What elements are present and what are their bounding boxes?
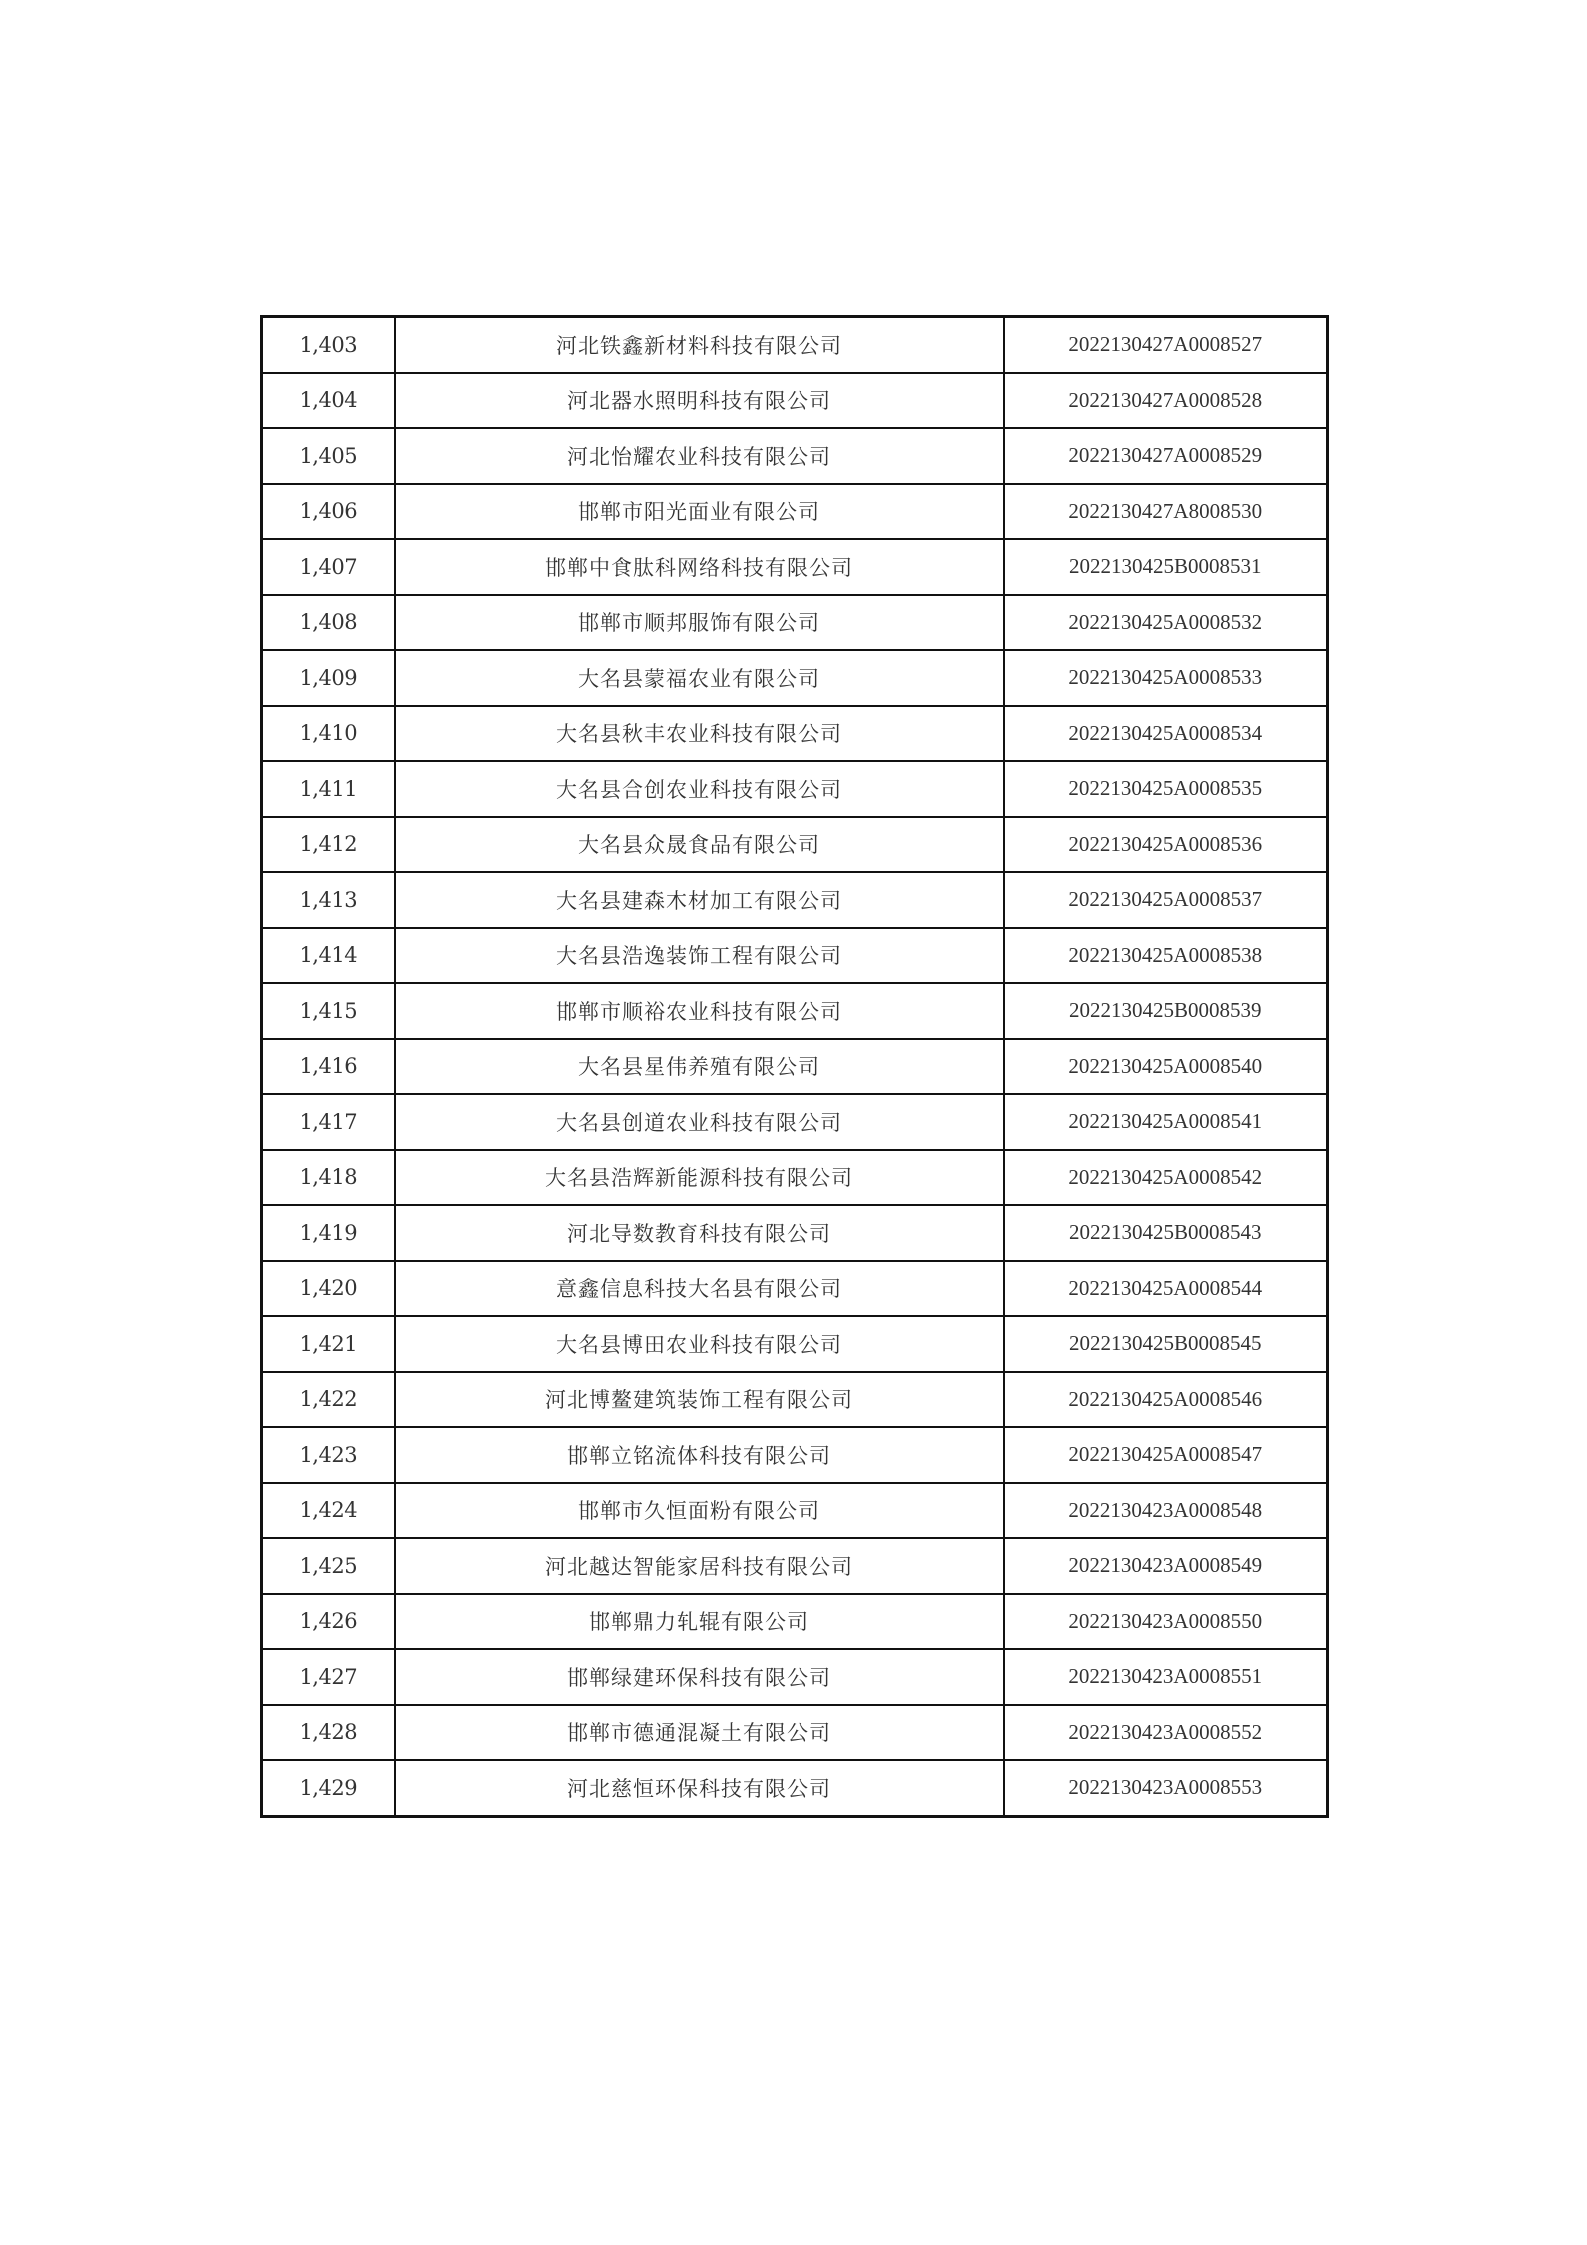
registration-code: 2022130425A0008536 [1004, 817, 1328, 873]
company-name: 大名县浩辉新能源科技有限公司 [395, 1150, 1004, 1206]
table-row [262, 1705, 1328, 1761]
company-name: 大名县建森木材加工有限公司 [395, 872, 1004, 928]
table-row [262, 1094, 1328, 1150]
registration-code: 2022130425B0008539 [1004, 983, 1328, 1039]
row-index: 1,423 [262, 1427, 395, 1483]
company-name: 河北器水照明科技有限公司 [395, 373, 1004, 429]
company-name: 河北越达智能家居科技有限公司 [395, 1538, 1004, 1594]
table-row [262, 650, 1328, 706]
row-index: 1,417 [262, 1094, 395, 1150]
company-name: 河北铁鑫新材料科技有限公司 [395, 317, 1004, 373]
registration-code: 2022130425B0008531 [1004, 539, 1328, 595]
table-row [262, 1538, 1328, 1594]
registration-code: 2022130425A0008535 [1004, 761, 1328, 817]
company-name: 大名县创道农业科技有限公司 [395, 1094, 1004, 1150]
row-index: 1,414 [262, 928, 395, 984]
registration-code: 2022130423A0008550 [1004, 1594, 1328, 1650]
row-index: 1,429 [262, 1760, 395, 1816]
table-row [262, 1427, 1328, 1483]
company-name: 邯郸中食肽科网络科技有限公司 [395, 539, 1004, 595]
company-name: 邯郸市顺邦服饰有限公司 [395, 595, 1004, 651]
row-index: 1,409 [262, 650, 395, 706]
row-index: 1,427 [262, 1649, 395, 1705]
row-index: 1,411 [262, 761, 395, 817]
table-row [262, 1594, 1328, 1650]
registration-code: 2022130427A8008530 [1004, 484, 1328, 540]
table-row [262, 1483, 1328, 1539]
company-name: 大名县蒙福农业有限公司 [395, 650, 1004, 706]
registration-code: 2022130425A0008533 [1004, 650, 1328, 706]
row-index: 1,404 [262, 373, 395, 429]
registration-code: 2022130425A0008541 [1004, 1094, 1328, 1150]
row-index: 1,426 [262, 1594, 395, 1650]
registration-code: 2022130427A0008528 [1004, 373, 1328, 429]
row-index: 1,421 [262, 1316, 395, 1372]
table-row [262, 595, 1328, 651]
row-index: 1,405 [262, 428, 395, 484]
registration-code: 2022130425A0008546 [1004, 1372, 1328, 1428]
company-name: 大名县合创农业科技有限公司 [395, 761, 1004, 817]
table-row [262, 1150, 1328, 1206]
registration-code: 2022130425B0008545 [1004, 1316, 1328, 1372]
registration-code: 2022130423A0008548 [1004, 1483, 1328, 1539]
registration-code: 2022130425A0008540 [1004, 1039, 1328, 1095]
table-row [262, 1316, 1328, 1372]
row-index: 1,413 [262, 872, 395, 928]
table-row [262, 317, 1328, 373]
company-name: 邯郸绿建环保科技有限公司 [395, 1649, 1004, 1705]
company-name: 邯郸市阳光面业有限公司 [395, 484, 1004, 540]
row-index: 1,425 [262, 1538, 395, 1594]
registration-code: 2022130425A0008538 [1004, 928, 1328, 984]
registration-code: 2022130427A0008527 [1004, 317, 1328, 373]
table-row [262, 928, 1328, 984]
registration-code: 2022130427A0008529 [1004, 428, 1328, 484]
row-index: 1,403 [262, 317, 395, 373]
row-index: 1,424 [262, 1483, 395, 1539]
registration-code: 2022130425A0008537 [1004, 872, 1328, 928]
table-row [262, 761, 1328, 817]
table-row [262, 1261, 1328, 1317]
registration-code: 2022130425A0008542 [1004, 1150, 1328, 1206]
company-name: 大名县秋丰农业科技有限公司 [395, 706, 1004, 762]
company-name: 邯郸市顺裕农业科技有限公司 [395, 983, 1004, 1039]
table-row [262, 1039, 1328, 1095]
table-row [262, 1372, 1328, 1428]
registration-code: 2022130423A0008549 [1004, 1538, 1328, 1594]
row-index: 1,412 [262, 817, 395, 873]
table-row [262, 1205, 1328, 1261]
registration-code: 2022130425A0008544 [1004, 1261, 1328, 1317]
table-row [262, 872, 1328, 928]
row-index: 1,415 [262, 983, 395, 1039]
table-row [262, 817, 1328, 873]
registration-code: 2022130425A0008534 [1004, 706, 1328, 762]
company-name: 大名县众晟食品有限公司 [395, 817, 1004, 873]
registration-code: 2022130425A0008547 [1004, 1427, 1328, 1483]
registration-code: 2022130425B0008543 [1004, 1205, 1328, 1261]
registration-code: 2022130423A0008551 [1004, 1649, 1328, 1705]
row-index: 1,420 [262, 1261, 395, 1317]
company-name: 大名县博田农业科技有限公司 [395, 1316, 1004, 1372]
company-name: 意鑫信息科技大名县有限公司 [395, 1261, 1004, 1317]
table-row [262, 539, 1328, 595]
table-row [262, 1760, 1328, 1816]
row-index: 1,408 [262, 595, 395, 651]
registration-code: 2022130423A0008553 [1004, 1760, 1328, 1816]
row-index: 1,407 [262, 539, 395, 595]
row-index: 1,419 [262, 1205, 395, 1261]
company-name: 邯郸市久恒面粉有限公司 [395, 1483, 1004, 1539]
company-name: 邯郸立铭流体科技有限公司 [395, 1427, 1004, 1483]
row-index: 1,410 [262, 706, 395, 762]
registration-code: 2022130423A0008552 [1004, 1705, 1328, 1761]
company-name: 大名县星伟养殖有限公司 [395, 1039, 1004, 1095]
company-name: 河北怡耀农业科技有限公司 [395, 428, 1004, 484]
row-index: 1,428 [262, 1705, 395, 1761]
company-name: 河北博鳌建筑装饰工程有限公司 [395, 1372, 1004, 1428]
company-name: 河北导数教育科技有限公司 [395, 1205, 1004, 1261]
registration-code: 2022130425A0008532 [1004, 595, 1328, 651]
company-registry-table [260, 315, 1329, 1818]
row-index: 1,416 [262, 1039, 395, 1095]
table-row [262, 1649, 1328, 1705]
table-row [262, 428, 1328, 484]
company-name: 邯郸市德通混凝土有限公司 [395, 1705, 1004, 1761]
company-name: 河北慈恒环保科技有限公司 [395, 1760, 1004, 1816]
table-row [262, 373, 1328, 429]
company-name: 大名县浩逸装饰工程有限公司 [395, 928, 1004, 984]
row-index: 1,418 [262, 1150, 395, 1206]
table-row [262, 484, 1328, 540]
row-index: 1,406 [262, 484, 395, 540]
table-row [262, 706, 1328, 762]
company-name: 邯郸鼎力轧辊有限公司 [395, 1594, 1004, 1650]
table-row [262, 983, 1328, 1039]
registry-table-body [262, 317, 1328, 1817]
row-index: 1,422 [262, 1372, 395, 1428]
